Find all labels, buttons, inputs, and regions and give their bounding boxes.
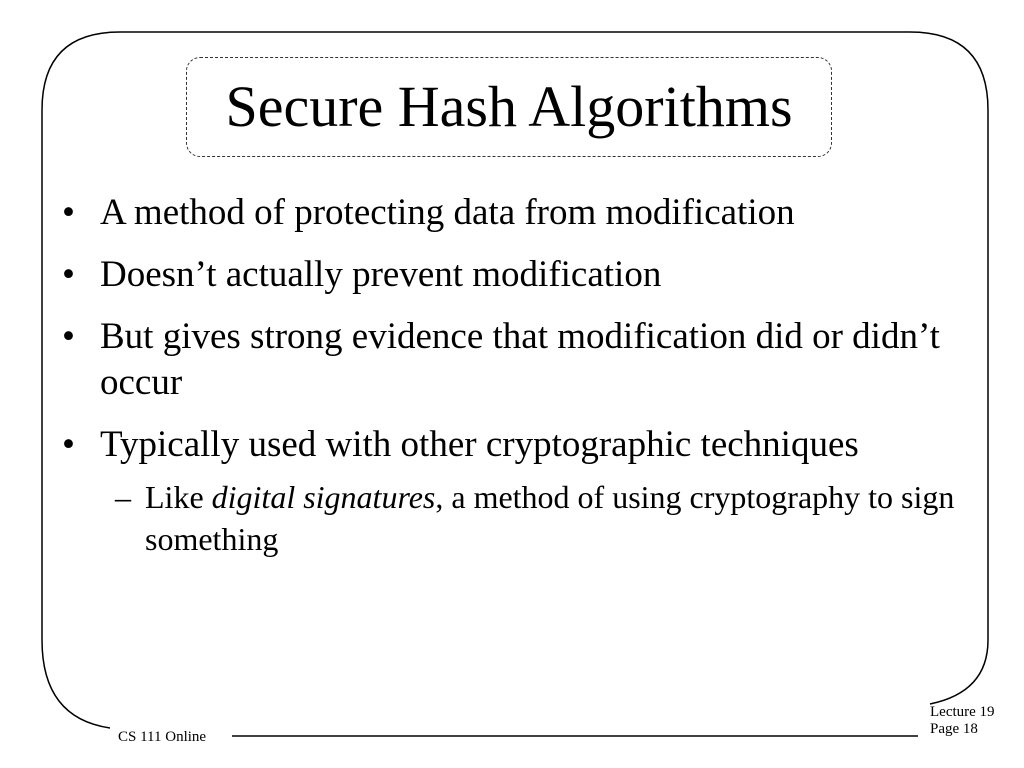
footer-course: CS 111 Online bbox=[118, 729, 207, 745]
sub-bullet-suffix: , a method of using cryptography to sign something bbox=[145, 479, 955, 557]
bullet-item bbox=[60, 314, 980, 406]
bullet-marker: • bbox=[62, 316, 75, 357]
bullet-text: Typically used with other cryptographic techniques bbox=[100, 424, 859, 465]
bullet-marker: • bbox=[62, 192, 75, 233]
sub-bullet-prefix: Like bbox=[145, 479, 212, 515]
bullet-text: Doesn’t actually prevent modification bbox=[100, 254, 662, 295]
sub-bullet-item bbox=[60, 476, 980, 560]
bullet-item bbox=[60, 252, 980, 298]
sub-bullet-marker: – bbox=[115, 479, 131, 515]
footer-lecture: Lecture 19 bbox=[930, 704, 995, 720]
slide-title: Secure Hash Algorithms bbox=[225, 74, 793, 139]
bullet-marker: • bbox=[62, 254, 75, 295]
sub-bullet-emphasis: digital signatures bbox=[211, 479, 436, 515]
bullet-list bbox=[60, 190, 980, 560]
bullet-text: But gives strong evidence that modification did or didn’t occur bbox=[100, 316, 940, 403]
bullet-marker: • bbox=[62, 424, 75, 465]
bullet-item bbox=[60, 190, 980, 236]
title-box bbox=[186, 57, 832, 157]
bullet-text: A method of protecting data from modification bbox=[100, 192, 795, 233]
bullet-item bbox=[60, 422, 980, 468]
footer-page-info bbox=[930, 704, 995, 738]
footer-page: Page 18 bbox=[930, 721, 978, 737]
